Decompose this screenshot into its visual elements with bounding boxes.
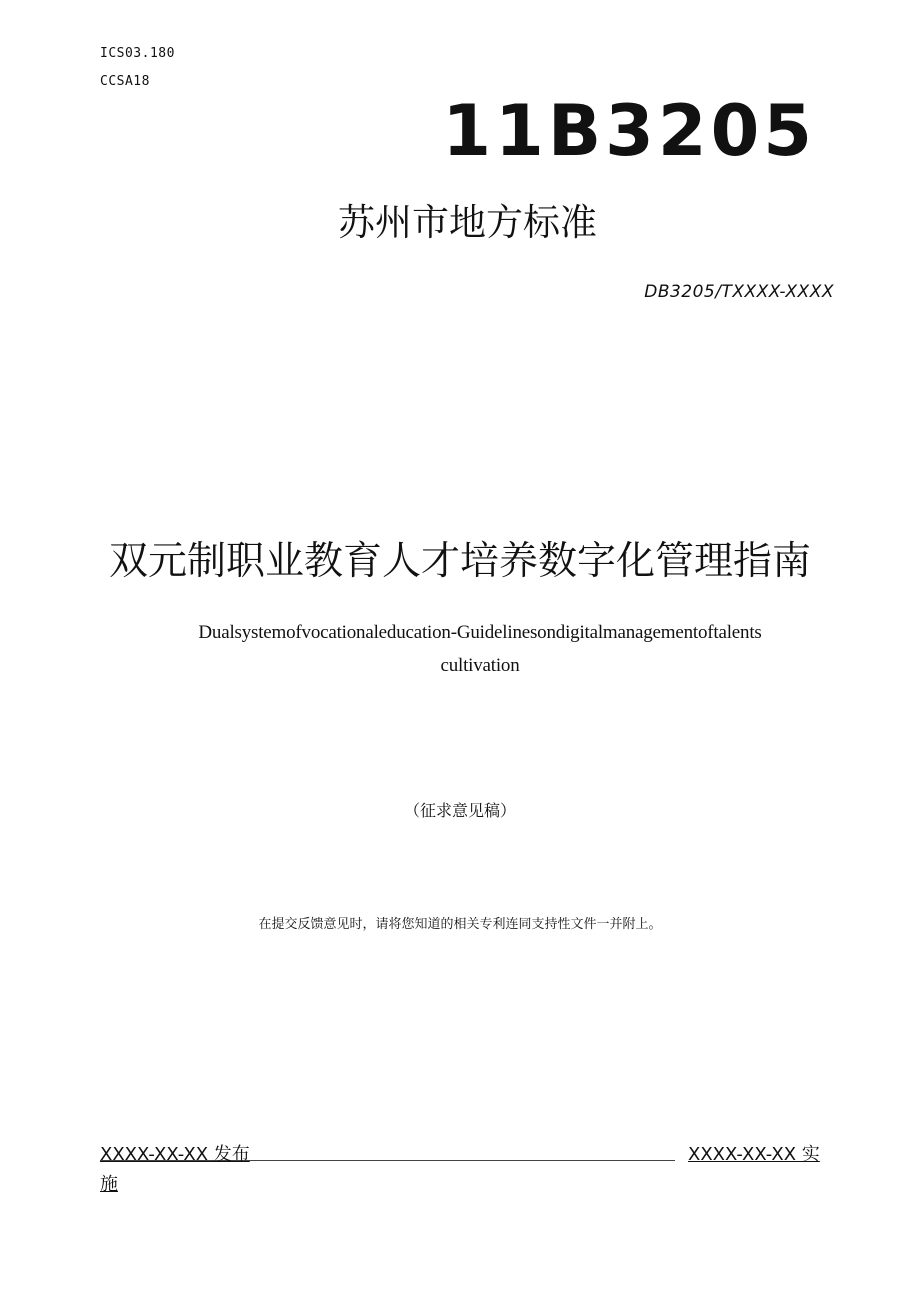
standard-type-title: 苏州市地方标准	[338, 201, 597, 244]
english-title-line-1: Dualsystemofvocationaleducation-Guidelinesondigitalmanagementoftalents	[198, 622, 762, 643]
standard-logo-code: 11B3205	[442, 90, 816, 172]
standard-number: DB3205/TXXXX-XXXX	[644, 282, 834, 302]
implement-date: XXXX-XX-XX 实	[688, 1144, 820, 1165]
document-title-english	[130, 616, 830, 682]
ics-code: ICS03.180	[100, 46, 175, 61]
patent-notice: 在提交反馈意见时，请将您知道的相关专利连同支持性文件一并附上。	[258, 917, 662, 932]
document-title-chinese: 双元制职业教育人才培养数字化管理指南	[108, 539, 811, 584]
implement-date-wrap: 施	[100, 1174, 118, 1195]
draft-status-label: （征求意见稿）	[403, 801, 516, 820]
english-title-line-2: cultivation	[440, 655, 520, 676]
ccs-code: CCSA18	[100, 74, 150, 89]
publish-date: XXXX-XX-XX 发布	[100, 1144, 250, 1165]
